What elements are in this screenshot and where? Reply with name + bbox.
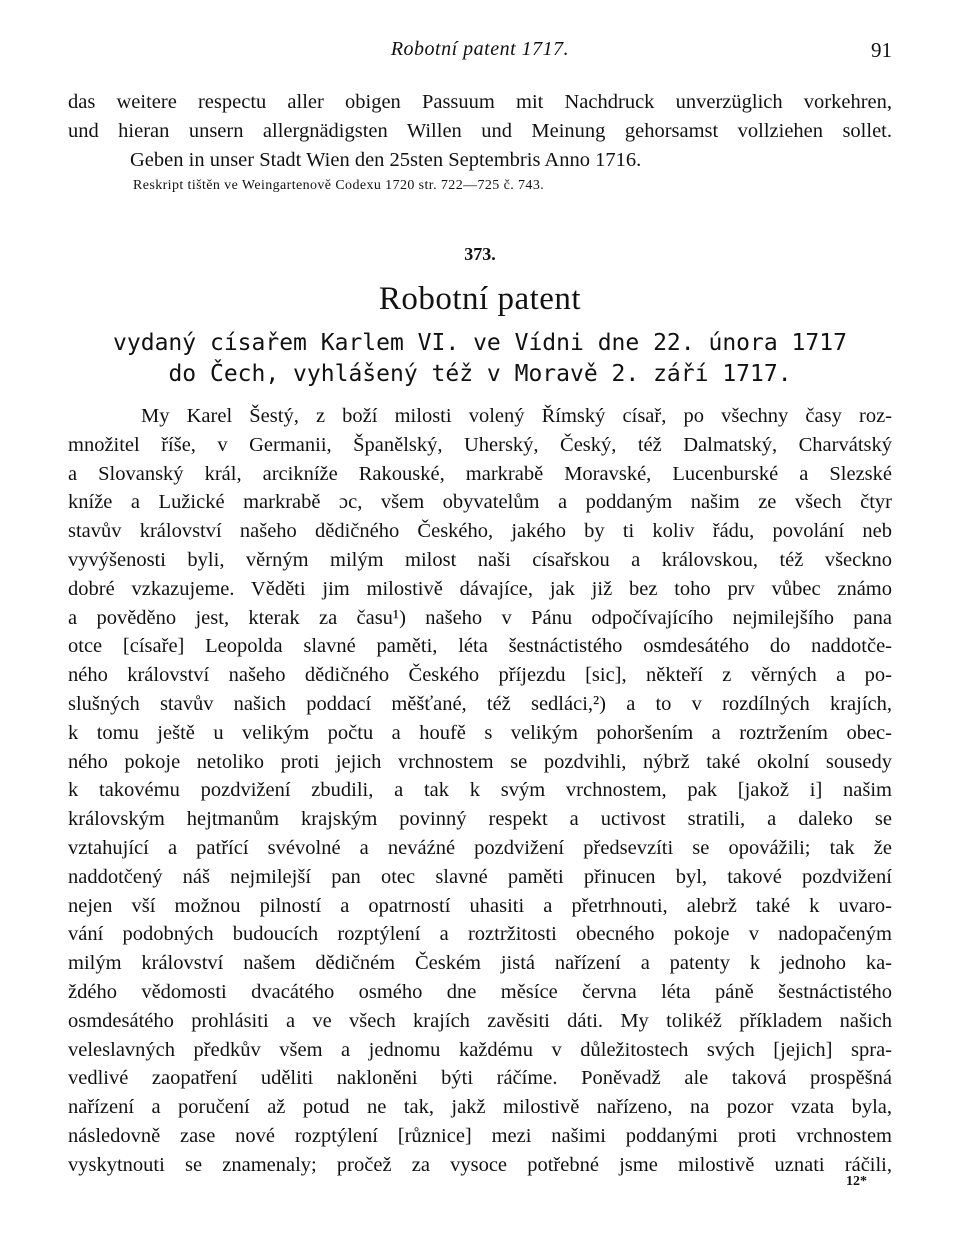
- text-line: množitel říše, v Germanii, Španělský, Uherský, Český, též Dalmatský, Charvátský: [68, 433, 892, 456]
- text-line: a pověděno jest, kterak za času¹) našeho v Pánu odpočívajícího nejmilejšího pana: [68, 606, 892, 629]
- subtitle-line: do Čech, vyhlášený též v Moravě 2. září 1717.: [168, 361, 792, 387]
- subtitle-line: vydaný císařem Karlem VI. ve Vídni dne 22. února 1717: [113, 330, 847, 356]
- text-line: milým království našem dědičném Českém jistá nařízení a patenty k jednoho ka-: [68, 952, 892, 975]
- text-line: k takovému pozdvižení zbudili, a tak k svým vrchnostem, pak [jakož i] našim: [68, 779, 892, 802]
- running-head: [0, 38, 960, 68]
- intro-line: Geben in unser Stadt Wien den 25sten Septembris Anno 1716.: [130, 148, 642, 171]
- text-line: slušných stavův našich poddací měšťané, též sedláci,²) a to v rozdílných krajích,: [68, 692, 892, 715]
- text-line: ždého vědomosti dvacátého osmého dne měsíce června léta páně šestnáctistého: [68, 980, 892, 1003]
- intro-line: und hieran unsern allergnädigsten Willen und Meinung gehorsamst vollziehen sollet.: [68, 119, 892, 142]
- text-line: nejen vší možnou pilností a opatrností uhasiti a přetrhnouti, alebrž také k uvaro-: [68, 894, 892, 917]
- page-number: 91: [871, 38, 892, 62]
- source-citation: Reskript tištěn ve Weingartenově Codexu 1720 str. 722—725 č. 743.: [133, 178, 545, 193]
- intro-paragraph: [68, 88, 892, 174]
- text-line: nařízení a poručení až potud ne tak, jakž milostivě nařízeno, na pozor vzata byla,: [68, 1096, 892, 1119]
- text-line: vyskytnouti se znamenaly; pročež za vysoce potřebné jsme milostivě uznati ráčili,: [68, 1153, 892, 1176]
- text-line: veleslavných předkův všem a jednomu každému v důležitostech svých [jejich] spra-: [68, 1038, 892, 1061]
- document-subtitle: [0, 328, 960, 390]
- printer-signature-mark: 12*: [846, 1174, 867, 1189]
- text-line: naddotčený náš nejmilejší pan otec slavné paměti přinucen byl, takové pozdvižení: [68, 865, 892, 888]
- text-line: dobré vzkazujeme. Věděti jim milostivě dávajíce, jak již bez toho prv vůbec známo: [68, 577, 892, 600]
- text-line: My Karel Šestý, z boží milosti volený Římský císař, po všechny časy roz-: [141, 405, 892, 427]
- text-line: královským hejtmanům krajským povinný respekt a uctivost stratili, a daleko se: [68, 808, 892, 831]
- intro-line: das weitere respectu aller obigen Passuum mit Nachdruck unverzüglich vorkehren,: [68, 91, 892, 113]
- text-line: vztahující a patřící svévolné a neváźné pozdvižení předsevzíti se opovážili; tak že: [68, 836, 892, 859]
- text-line: osmdesátého prohlásiti a ve všech krajích zavěsiti dáti. My tolikéž příkladem našich: [68, 1009, 892, 1032]
- document-number: 373.: [464, 244, 496, 264]
- text-line: následovně zase nové rozptýlení [různice] mezi našimi poddanými proti vrchnostem: [68, 1124, 892, 1147]
- text-line: stavův království našeho dědičného Českého, jakého by ti koliv řádu, povolání neb: [68, 520, 892, 543]
- text-line: vedlivé zaopatření uděliti nakloněni býti ráčíme. Poněvadž ale taková prospěšná: [68, 1067, 892, 1090]
- running-title: Robotní patent 1717.: [390, 38, 570, 60]
- text-line: otce [císaře] Leopolda slavné paměti, léta šestnáctistého osmdesátého do naddotče-: [68, 635, 892, 658]
- text-line: ného pokoje netoliko proti jejich vrchnostem se pozdvihli, nýbrž také okolní sousedy: [68, 750, 892, 773]
- text-line: ného království našeho dědičného Českého příjezdu [sic], někteří z věrných a po-: [68, 664, 892, 687]
- document-title: Robotní patent: [378, 281, 582, 317]
- text-line: vání podobných budoucích rozptýlení a roztržitosti obecného pokoje v nadopačeným: [68, 923, 892, 946]
- text-line: a Slovanský král, arcikníže Rakouské, markrabě Moravské, Lucenburské a Slezské: [68, 462, 892, 485]
- main-text: [68, 402, 892, 1180]
- text-line: kníže a Lužické markrabě ɔc, všem obyvatelům a poddaným našim ze všech čtyr: [68, 491, 892, 514]
- text-line: k tomu ještě u velikým počtu a houfě s velikým pohoršením a roztržením obec-: [68, 721, 892, 744]
- text-line: vyvýšenosti byli, věrným milým milost naši císařskou a královskou, též všeckno: [68, 548, 892, 571]
